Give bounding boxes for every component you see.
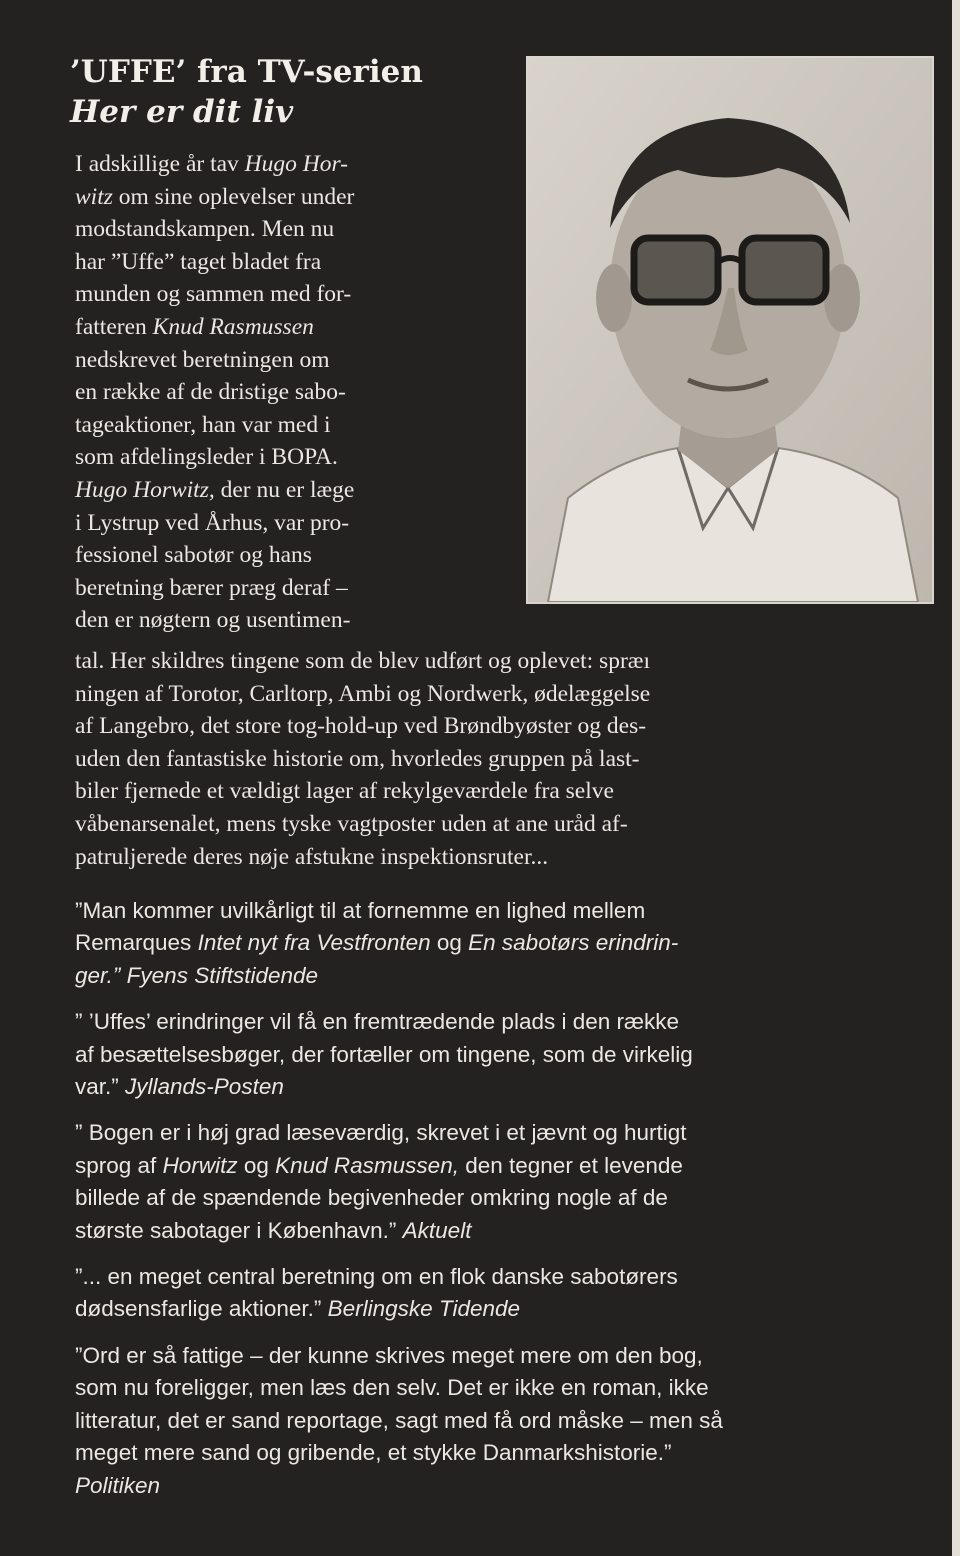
intro-line — [75, 148, 515, 181]
author-portrait-illustration — [528, 58, 932, 602]
intro-line — [75, 539, 515, 572]
quote-source-or-title: ger.” Fyens Stiftstidende — [75, 962, 319, 988]
press-quote — [75, 895, 935, 992]
body-line: patruljerede deres nøje afstukne inspektionsruter... — [75, 843, 549, 870]
quote-text: og — [430, 930, 469, 956]
quote-line — [75, 927, 935, 959]
quote-source-or-title: Knud Rasmussen, — [275, 1152, 459, 1178]
text-run: munden og sammen med for- — [75, 281, 352, 308]
text-run: fessionel sabotør og hans — [75, 542, 312, 569]
text-run: har ”Uffe” taget bladet fra — [75, 248, 322, 275]
intro-line — [75, 572, 515, 605]
quote-text: ” Bogen er i høj grad læseværdig, skrevet i et jævnt og hurtigt — [75, 1120, 687, 1146]
text-run: en række af de dristige sabo- — [75, 379, 346, 406]
text-run: som afdelingsleder i BOPA. — [75, 444, 338, 471]
text-run: nedskrevet beretningen om — [75, 346, 330, 373]
body-line: biler fjernede et vældigt lager af rekylgeværdele fra selve — [75, 778, 614, 805]
heading-title: ’UFFE’ fra TV-serien — [70, 54, 423, 90]
intro-text — [75, 148, 515, 637]
text-run: den er nøgtern og usentimen- — [75, 607, 351, 634]
press-quote — [75, 1340, 935, 1502]
intro-line — [75, 409, 515, 442]
intro-line — [75, 604, 515, 637]
quote-text: ” ’Uffes’ erindringer vil få en fremtrædende plads i den række — [75, 1009, 680, 1035]
quote-source-or-title: Aktuelt — [402, 1217, 472, 1243]
text-run: om sine oplevelser under — [112, 183, 355, 210]
intro-line — [75, 278, 515, 311]
quote-text: Remarques — [75, 930, 198, 956]
quote-source-or-title: En sabotørs erindrin- — [468, 930, 679, 956]
emphasis-name: Knud Rasmussen — [152, 313, 314, 340]
text-run: tageaktioner, han var med i — [75, 411, 331, 438]
quote-text: som nu foreligger, men læs den selv. Det er ikke en roman, ikke — [75, 1375, 709, 1401]
quote-text: dødsensfarlige aktioner.” — [75, 1296, 328, 1322]
intro-line — [75, 441, 515, 474]
quote-text: ”Man kommer uvilkårligt til at fornemme en lighed mellem — [75, 898, 646, 923]
quote-text: var.” — [75, 1074, 126, 1100]
quote-source-or-title: Horwitz — [162, 1152, 238, 1178]
quote-text: billede af de spændende begivenheder omkring nogle af de — [75, 1185, 668, 1211]
text-run: beretning bærer præg deraf – — [75, 574, 348, 601]
body-line: tal. Her skildres tingene som de blev udført og oplevet: spræı — [75, 648, 650, 674]
quote-line — [75, 1182, 935, 1214]
emphasis-name: witz — [75, 183, 113, 210]
intro-line — [75, 311, 515, 344]
intro-line — [75, 181, 515, 214]
quote-line — [75, 1293, 935, 1325]
press-quotes — [75, 895, 935, 1516]
intro-line — [75, 213, 515, 246]
quote-text: litteratur, det er sand reportage, sagt med få ord måske – men så — [75, 1407, 723, 1433]
intro-continued-text — [75, 645, 905, 873]
body-line: våbenarsenalet, mens tyske vagtposter uden at ane uråd af- — [75, 810, 628, 837]
press-quote — [75, 1117, 935, 1247]
quote-source-or-title: Intet nyt fra Vestfronten — [197, 930, 431, 956]
quote-line — [75, 1340, 935, 1372]
intro-line — [75, 246, 515, 279]
quote-line — [75, 1261, 935, 1293]
quote-text: ”... en meget central beretning om en flok danske sabotørers — [75, 1264, 678, 1290]
quote-text: og — [237, 1152, 276, 1178]
quote-line — [75, 1150, 935, 1182]
cover-heading — [70, 52, 510, 132]
quote-text: sprog af — [75, 1152, 163, 1178]
quote-line — [75, 1071, 935, 1103]
press-quote — [75, 1006, 935, 1103]
quote-line — [75, 1437, 935, 1469]
quote-line — [75, 960, 935, 992]
author-photo — [526, 56, 934, 604]
quote-source-or-title: Politiken — [75, 1472, 161, 1498]
emphasis-name: Hugo Hor- — [244, 151, 348, 177]
quote-text: største sabotager i København.” — [75, 1217, 403, 1243]
quote-line — [75, 895, 935, 927]
body-line: uden den fantastiske historie om, hvorledes gruppen på last- — [75, 745, 640, 772]
text-run: fatteren — [75, 313, 153, 340]
intro-line — [75, 507, 515, 540]
emphasis-name: Hugo Horwitz, — [75, 476, 215, 503]
page-edge — [952, 0, 960, 1556]
intro-line — [75, 344, 515, 377]
text-run: modstandskampen. Men nu — [75, 216, 335, 243]
quote-line — [75, 1372, 935, 1404]
press-quote — [75, 1261, 935, 1326]
quote-source-or-title: Berlingske Tidende — [327, 1296, 521, 1322]
quote-line — [75, 1215, 935, 1247]
intro-line — [75, 376, 515, 409]
quote-text: den tegner et levende — [458, 1152, 683, 1178]
quote-line — [75, 1470, 935, 1502]
quote-text: ”Ord er så fattige – der kunne skrives meget mere om den bog, — [75, 1342, 703, 1368]
text-run: der nu er læge — [214, 476, 355, 503]
quote-line — [75, 1405, 935, 1437]
body-line: ningen af Torotor, Carltorp, Ambi og Nordwerk, ødelæggelse — [75, 680, 651, 707]
quote-text: meget mere sand og gribende, et stykke Danmarkshistorie.” — [75, 1440, 672, 1466]
quote-line — [75, 1039, 935, 1071]
text-run: I adskillige år tav — [75, 151, 245, 177]
text-run: i Lystrup ved Århus, var pro- — [75, 509, 350, 536]
quote-line — [75, 1006, 935, 1038]
body-line: af Langebro, det store tog-hold-up ved Brøndbyøster og des- — [75, 713, 647, 740]
intro-line — [75, 474, 515, 507]
quote-text: af besættelsesbøger, der fortæller om tingene, som de virkelig — [75, 1041, 693, 1067]
heading-subtitle: Her er dit liv — [70, 94, 294, 130]
quote-line — [75, 1117, 935, 1149]
quote-source-or-title: Jyllands-Posten — [125, 1074, 284, 1100]
